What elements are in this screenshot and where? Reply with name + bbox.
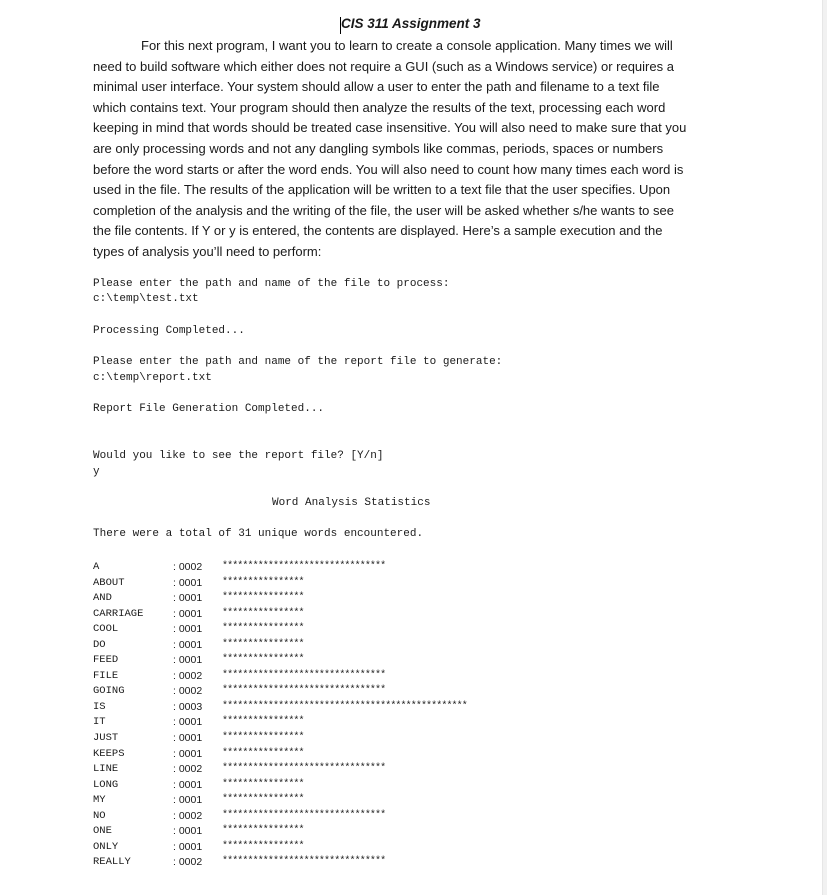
word-bar: ******************************** <box>222 685 386 697</box>
word-label: ONLY <box>93 840 119 853</box>
word-count: : 0001 <box>173 592 203 605</box>
word-label: IS <box>93 700 106 713</box>
assignment-paragraph <box>93 36 733 263</box>
paragraph-line: used in the file. The results of the application will be written to a text file that the user specifies. Upon <box>93 182 671 198</box>
word-label: CARRIAGE <box>93 607 144 620</box>
word-count: : 0002 <box>173 809 203 822</box>
word-count: : 0001 <box>173 794 203 807</box>
word-label: IT <box>93 716 106 729</box>
word-count: : 0002 <box>173 685 203 698</box>
word-bar: ******************************** <box>222 809 386 821</box>
paragraph-line: before the word starts or after the word ends. You will also need to count how many times each word is <box>93 161 684 177</box>
paragraph-line: types of analysis you’ll need to perform: <box>93 243 322 259</box>
word-bar: **************** <box>222 607 304 619</box>
console-prompt-view: Would you like to see the report file? [Y/n] <box>93 450 384 462</box>
word-label: LONG <box>93 778 119 791</box>
word-bar: **************** <box>222 576 304 588</box>
word-bar: ******************************** <box>222 561 386 572</box>
document-title: CIS 311 Assignment 3 <box>341 16 481 31</box>
word-bar: ************************************************ <box>222 700 467 712</box>
word-label: LINE <box>93 763 119 776</box>
word-count: : 0001 <box>173 778 203 791</box>
paragraph-line: For this next program, I want you to learn to create a console application. Many times we will <box>141 38 673 53</box>
console-input-view: y <box>93 466 100 478</box>
word-count: : 0003 <box>173 700 203 713</box>
word-label: FEED <box>93 654 119 667</box>
console-prompt-file: Please enter the path and name of the file to process: <box>93 278 450 290</box>
paragraph-line: keeping in mind that words should be treated case insensitive. You will also need to make sure that you <box>93 120 687 136</box>
console-input-file: c:\temp\test.txt <box>93 293 199 305</box>
console-report-done: Report File Generation Completed... <box>93 403 325 415</box>
vertical-scrollbar[interactable] <box>822 0 827 895</box>
word-count: : 0001 <box>173 840 203 853</box>
word-bar: **************** <box>222 825 304 837</box>
word-bar: **************** <box>222 638 304 650</box>
word-label: COOL <box>93 623 119 636</box>
word-count: : 0001 <box>173 732 203 745</box>
paragraph-line: the file contents. If Y or y is entered, the contents are displayed. Here’s a sample execution and the <box>93 223 663 239</box>
word-bar: **************** <box>222 623 304 635</box>
word-count: : 0002 <box>173 856 203 869</box>
word-count: : 0001 <box>173 654 203 667</box>
word-count: : 0001 <box>173 716 203 729</box>
word-label: REALLY <box>93 856 131 869</box>
paragraph-line: need to build software which either does not require a GUI (such as a Windows service) or requires a <box>93 58 674 74</box>
word-label: JUST <box>93 732 119 745</box>
word-count: : 0002 <box>173 763 203 776</box>
word-bar: **************** <box>222 840 304 852</box>
word-bar: **************** <box>222 592 304 604</box>
word-label: NO <box>93 809 106 822</box>
word-label: ONE <box>93 825 112 838</box>
word-label: FILE <box>93 669 119 682</box>
paragraph-line: are only processing words and not any dangling symbols like commas, periods, spaces or numbers <box>93 140 664 156</box>
paragraph-line: which contains text. Your program should then analyze the results of the text, processing each word <box>93 99 666 115</box>
console-input-report: c:\temp\report.txt <box>93 372 212 384</box>
word-label: A <box>93 561 100 573</box>
paragraph-line: minimal user interface. Your system should allow a user to enter the path and filename to a text file <box>93 79 660 95</box>
console-prompt-report: Please enter the path and name of the report file to generate: <box>93 356 503 368</box>
console-processing-done: Processing Completed... <box>93 325 245 337</box>
word-label: DO <box>93 638 106 651</box>
word-label: GOING <box>93 685 125 698</box>
word-count: : 0001 <box>173 638 203 651</box>
stats-total-line: There were a total of 31 unique words encountered. <box>93 528 424 540</box>
word-bar: ******************************** <box>222 669 386 681</box>
word-count: : 0001 <box>173 576 203 589</box>
word-count: : 0002 <box>173 669 203 682</box>
word-label: ABOUT <box>93 576 125 589</box>
word-count: : 0001 <box>173 623 203 636</box>
word-count: : 0002 <box>173 561 203 573</box>
word-count: : 0001 <box>173 607 203 620</box>
word-bar: **************** <box>222 654 304 666</box>
word-bar: **************** <box>222 747 304 759</box>
word-bar: **************** <box>222 732 304 744</box>
word-bar: **************** <box>222 716 304 728</box>
word-count: : 0001 <box>173 825 203 838</box>
word-bar: **************** <box>222 778 304 790</box>
word-label: KEEPS <box>93 747 125 760</box>
word-label: AND <box>93 592 112 605</box>
word-count: : 0001 <box>173 747 203 760</box>
word-bar: **************** <box>222 794 304 806</box>
word-bar: ******************************** <box>222 856 386 868</box>
word-label: MY <box>93 794 106 807</box>
paragraph-line: completion of the analysis and the writing of the file, the user will be asked whether s/he wants to see <box>93 202 674 218</box>
stats-title: Word Analysis Statistics <box>272 497 431 509</box>
word-bar: ******************************** <box>222 763 386 775</box>
